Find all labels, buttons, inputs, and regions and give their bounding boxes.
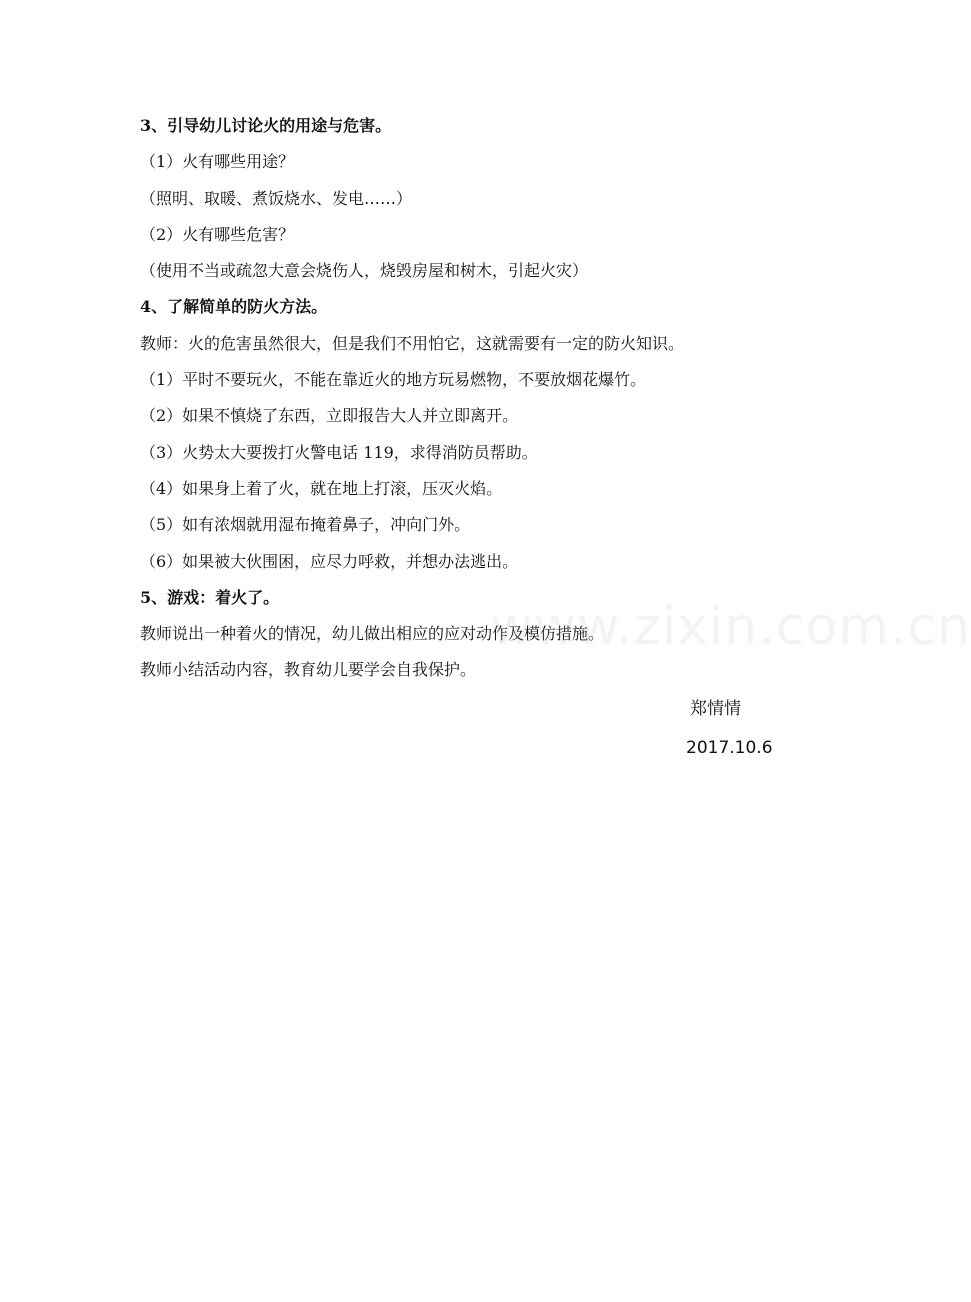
paragraph-line: 教师小结活动内容，教育幼儿要学会自我保护。 xyxy=(140,660,477,680)
section-heading-3: 3、引导幼儿讨论火的用途与危害。 xyxy=(140,116,392,135)
paragraph-line: （6）如果被大伙围困，应尽力呼救，并想办法逃出。 xyxy=(140,551,519,571)
paragraph-line: （5）如有浓烟就用湿布掩着鼻子，冲向门外。 xyxy=(140,515,471,535)
paragraph-line: （3）火势太大要拨打火警电话 119，求得消防员帮助。 xyxy=(140,442,538,462)
section-heading-4: 4、了解简单的防火方法。 xyxy=(140,297,328,317)
paragraph-line: 教师：火的危害虽然很大，但是我们不用怕它，这就需要有一定的防火知识。 xyxy=(140,333,685,353)
section-heading-5: 5、游戏：着火了。 xyxy=(140,587,280,607)
paragraph-line: （使用不当或疏忽大意会烧伤人，烧毁房屋和树木，引起火灾） xyxy=(140,261,589,281)
paragraph-line: （1）火有哪些用途？ xyxy=(140,152,295,172)
paragraph-line: （4）如果身上着了火，就在地上打滚，压灭火焰。 xyxy=(140,478,503,498)
watermark: www.zixin.com.cn xyxy=(490,597,971,657)
document-body xyxy=(140,108,800,689)
paragraph-line: （照明、取暖、煮饭烧水、发电……） xyxy=(140,188,413,208)
signature-date: 2017.10.6 xyxy=(686,738,773,758)
paragraph-line: （1）平时不要玩火，不能在靠近火的地方玩易燃物，不要放烟花爆竹。 xyxy=(140,370,647,390)
paragraph-line: （2）火有哪些危害？ xyxy=(140,224,295,244)
paragraph-line: （2）如果不慎烧了东西，立即报告大人并立即离开。 xyxy=(140,406,519,426)
signature-name: 郑情情 xyxy=(690,699,741,719)
paragraph-line: 教师说出一种着火的情况，幼儿做出相应的应对动作及模仿措施。 xyxy=(140,624,605,644)
